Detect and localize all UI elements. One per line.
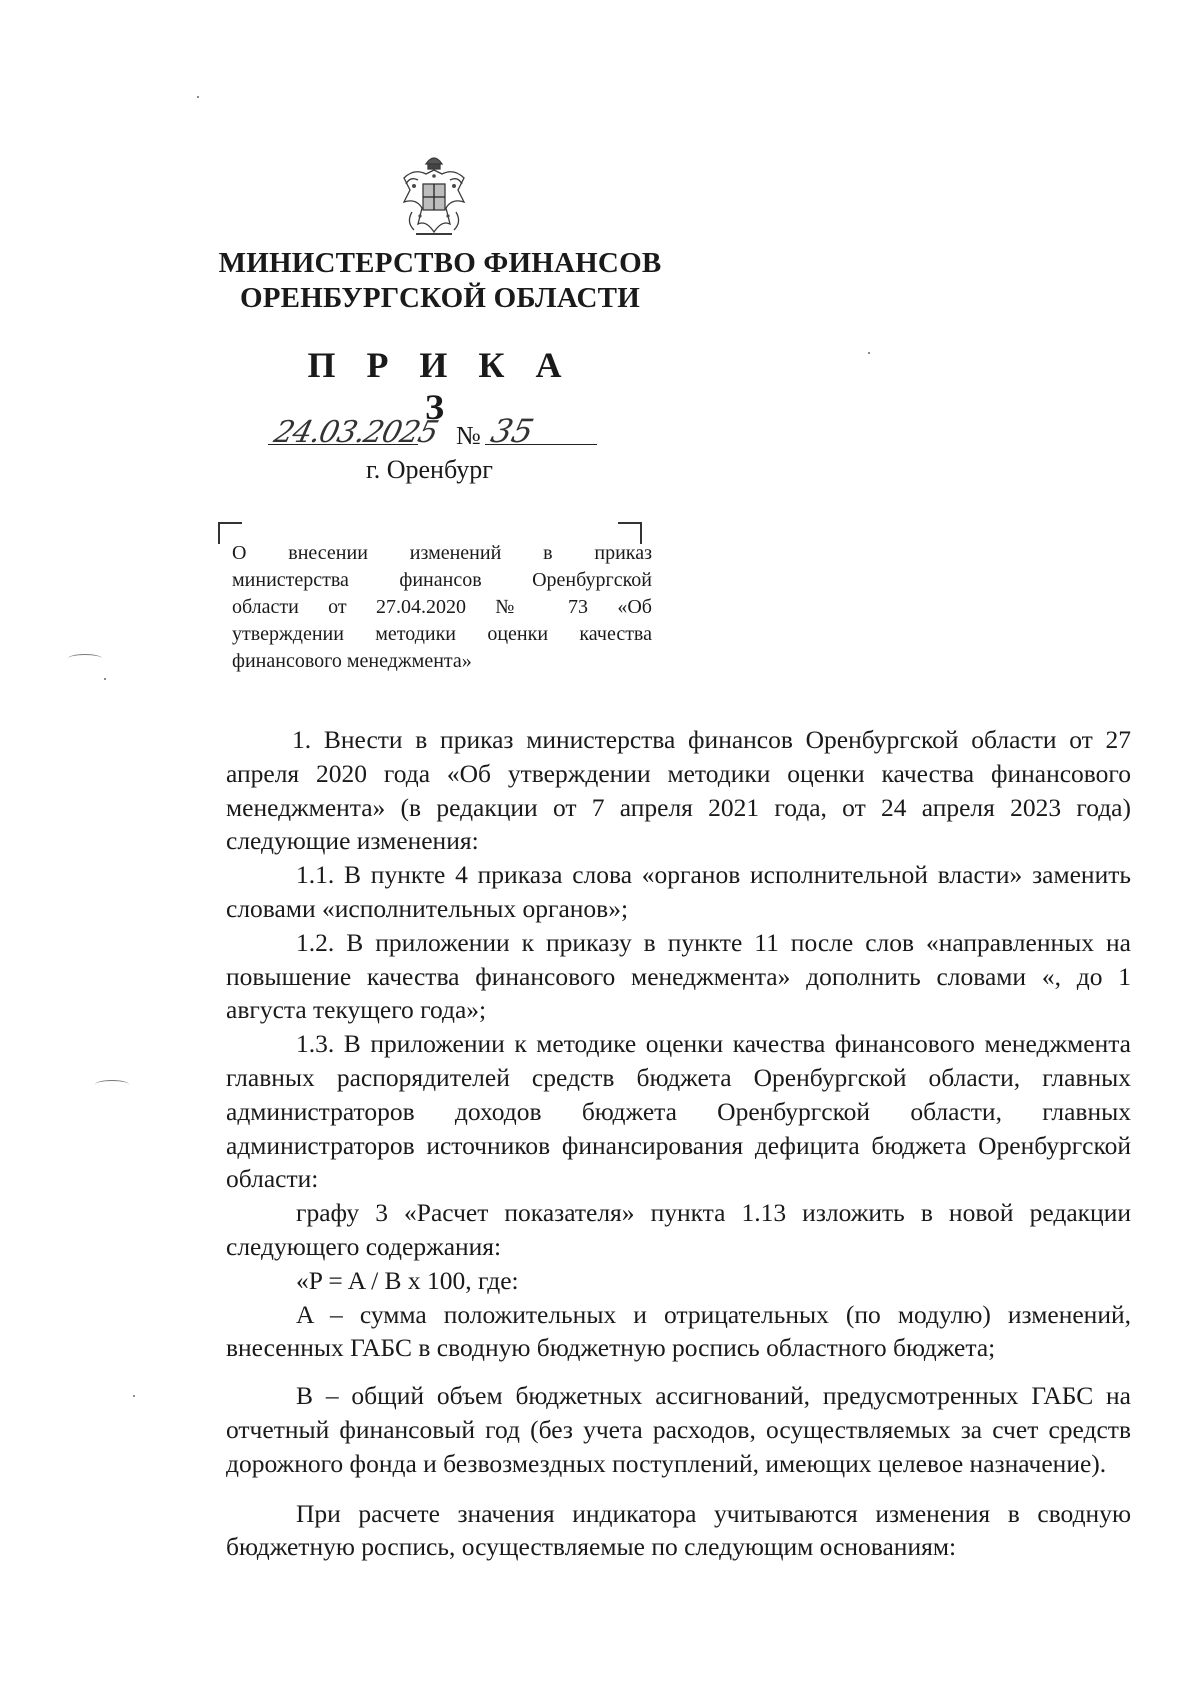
document-type-title: П Р И К А З (307, 345, 573, 427)
handwritten-date: 24.03.2025 (270, 415, 442, 450)
scan-mark (95, 1080, 129, 1089)
paragraph-1-2: 1.2. В приложении к приказу в пункте 11 после слов «направленных на повышение качества финансового менеджмента» дополнить словами «, до 1 августа текущего года»; (226, 927, 1131, 1025)
number-underline (485, 444, 597, 445)
subject-line: О внесении изменений в приказ (232, 542, 652, 564)
scan-speck (133, 1395, 135, 1397)
number-label: № (456, 421, 481, 450)
scan-speck (868, 352, 870, 354)
subject-line: области от 27.04.2020 № 73 «Об (232, 596, 652, 618)
paragraph-1-3: 1.3. В приложении к методике оценки качества финансового менеджмента главных распорядителей средств бюджета Оренбургской области, главных администраторов доходов бюджета Оренбургской области, главных администраторов источников финансирования дефицита бюджета Оренбургской области: (226, 1029, 1131, 1194)
scan-mark (68, 654, 102, 663)
paragraph-1-1: 1.1. В пункте 4 приказа слова «органов исполнительной власти» заменить словами «исполнительных органов»; (226, 860, 1131, 923)
subject-line: министерства финансов Оренбургской (232, 569, 652, 591)
city-label: г. Оренбург (366, 455, 493, 484)
subject-line: утверждении методики оценки качества (232, 623, 652, 645)
paragraph-formula: «P = A / B x 100, где: (296, 1265, 519, 1295)
paragraph-definition-a: A – сумма положительных и отрицательных (по модулю) изменений, внесенных ГАБС в сводную бюджетную роспись областного бюджета; (226, 1299, 1131, 1363)
coat-of-arms-icon (396, 150, 472, 240)
ministry-name-line1: МИНИСТЕРСТВО ФИНАНСОВ (218, 247, 662, 279)
document-body (226, 723, 1131, 1564)
scan-speck (104, 678, 106, 680)
paragraph-graph-3: графу 3 «Расчет показателя» пункта 1.13 изложить в новой редакции следующего содержания: (226, 1198, 1131, 1261)
subject-block (232, 540, 652, 675)
scan-speck (197, 96, 199, 98)
paragraph-calculation-note: При расчете значения индикатора учитываются изменения в сводную бюджетную роспись, осуществляемые по следующим основаниям: (226, 1498, 1131, 1562)
paragraph-definition-b: B – общий объем бюджетных ассигнований, предусмотренных ГАБС на отчетный финансовый год (без учета расходов, осуществляемых за счет средств дорожного фонда и безвозмездных поступлений, имеющих целевое назначение). (226, 1381, 1131, 1478)
handwritten-number: 35 (487, 412, 538, 450)
paragraph-1: 1. Внести в приказ министерства финансов Оренбургской области от 27 апреля 2020 года «Об утверждении методики оценки качества финансового менеджмента» (в редакции от 7 апреля 2021 года, от 24 апреля 2023 года) следующие изменения: (226, 725, 1131, 856)
ministry-name-line2: ОРЕНБУРГСКОЙ ОБЛАСТИ (240, 282, 640, 314)
date-underline (268, 444, 418, 445)
subject-line: финансового менеджмента» (232, 650, 472, 672)
